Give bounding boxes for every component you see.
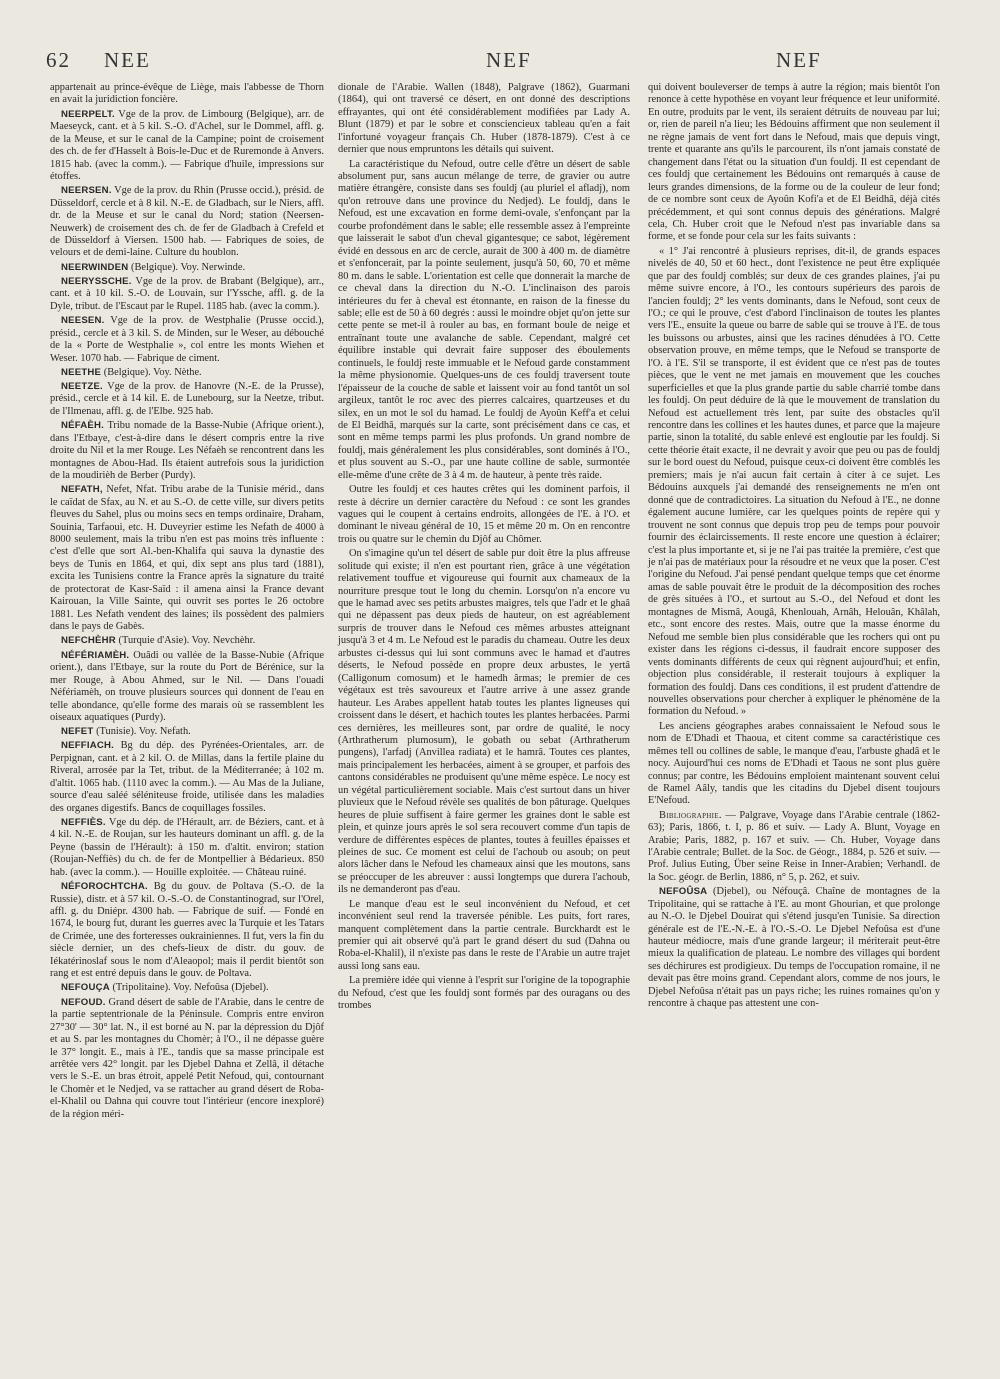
dictionary-entry <box>338 484 630 546</box>
dictionary-entry <box>50 484 324 633</box>
entry-headword: NEFFIACH. <box>61 740 114 752</box>
dictionary-entry <box>50 82 324 107</box>
dictionary-entry <box>50 740 324 815</box>
dictionary-entry <box>50 650 324 725</box>
entry-text: (Djebel), ou Néfouçâ. Chaîne de montagnes de la Tripolitaine, qui se rattache à l'E. au mont Ghourian, et que prolonge au N.-O. le Djebel Douirat qui s'étend jusqu'en Tunisie. Sa direction générale est de l'E.-N.-E. à l'O.-S.-O. Le Djebel Nefoûsa est d'une hauteur médiocre, mais d'une grande largeur; il mériterait peut-être mieux la qualification de plateau. Le nombre des villages qui bordent ses déchirures est prodigieux. Du temps de l'occupation romaine, il ne devait pas être moins grand. Cependant alors, comme de nos jours, le Djebel Nefoûsa n'était pas un pays riche; les ruines romaines qu'on y rencontre à chaque pas attestent une con- <box>648 886 940 1010</box>
entry-headword: NEFATH, <box>61 484 103 496</box>
entry-text: Vge du dép. de l'Hérault, arr. de Béziers, cant. et à 4 kil. N.-E. de Roujan, sur les hauteurs dominant un affl. g. de la Peyne (bassin de l'Hérault): à 150 m. d'altit. environ; station (Roujan-Neffiès) du ch. de fer de Montpellier à Bédarieux. 850 hab. (avec la comm.). — Houille exploitée. — Château ruiné. <box>50 816 324 878</box>
dictionary-entry <box>50 881 324 981</box>
header-left-keyword: NEE <box>104 48 151 72</box>
entry-text: dionale de l'Arabie. Wallen (1848), Palgrave (1862), Guarmani (1864), qui ont traversé ce désert, en ont donné des descriptions effrayantes, qui ont été considérablement modifiées par Lady A. Blunt (1879) et par le sobre et consciencieux tableau qu'en a fait l'infortuné voyageur français Ch. Huber (1878-1879). C'est à ce dernier que nous empruntons les détails qui suivent. <box>338 82 630 156</box>
bibliography-entry <box>648 810 940 885</box>
header-center-keyword: NEF <box>486 48 532 72</box>
dictionary-entry <box>50 381 324 418</box>
entry-text: (Tripolitaine). Voy. Nefoûsa (Djebel). <box>112 982 269 994</box>
dictionary-entry <box>50 367 324 379</box>
column-middle <box>338 82 630 1014</box>
entry-text: Ouâdi ou vallée de la Basse-Nubie (Afrique orient.), dans l'Etbaye, sur la route du Port de Bérénice, sur la mer Rouge, à Abou Ahmed, sur le Nil. — Dans l'ouadi Néfériamèh, on trouve plusieurs sources qui donnent de l'eau en telle abondance, qu'elle forme des marais où se rassemblent les oiseaux aquatiques (Purdy). <box>50 649 324 723</box>
entry-headword: NEFCHÈHR <box>61 635 116 647</box>
dictionary-entry <box>50 420 324 482</box>
dictionary-entry <box>338 548 630 897</box>
bibliography-label: Bibliographie. <box>659 809 722 821</box>
dictionary-entry <box>50 315 324 365</box>
entry-text: qui doivent bouleverser de temps à autre la région; mais bientôt l'on renonce à cette hypothèse en voyant leur fréquence et leur uniformité. En outre, produits par le vent, ils seraient détruits de nouveau par lui; or, rien de pareil n'a lieu; les Bédouins affirment que non seulement il ne règne jamais de vent fort dans le Nefoud, mais que depuis vingt, trente et quarante ans qu'ils le parcourent, ils n'ont jamais constaté de changement dans l'état ou la situation d'un fouldj. Il est cependant de ces fouldj que certainement les Bédouins ont remarqués à cause de leurs grandes dimensions, de la forme ou de la couleur de leur fond; de ce nombre sont ceux de Ayoûn Kofi'a et de El Beidhâ, déjà cités précédemment, et qui sont connus depuis des générations. Malgré cela, Ch. Huber croit que le Nefoud n'est pas invariable dans sa forme, et se fonde pour cela sur les faits suivants : <box>648 82 940 243</box>
entry-headword: NEESEN. <box>61 315 105 327</box>
entry-headword: NEERYSSCHE. <box>61 275 132 287</box>
entry-headword: NEERWINDEN <box>61 261 129 273</box>
entry-text: (Turquie d'Asie). Voy. Nevchèhr. <box>118 635 256 647</box>
entry-text: Vge de la prov. de Hanovre (N.-E. de la Prusse), présid., cercle et à 14 kil. E. de Lunebourg, sur la Neetze, tribut. de l'Ilmenau, affl. g. de l'Elbe. 925 hab. <box>50 381 324 417</box>
column-left <box>50 82 324 1123</box>
entry-text: Bg du dép. des Pyrénées-Orientales, arr. de Perpignan, cant. et à 2 kil. O. de Millas, dans la fertile plaine du Riveral, arrosée par la Tet, tribut. de la Méditerranée; à 102 m. d'altit. 1065 hab. (1110 avec la comm.). — Au Mas de la Juliane, source d'eau saléé séléniteuse froide, utilisée dans les maladies des organes digestifs. Bancs de coquillages fossiles. <box>50 740 324 814</box>
entry-text: (Tunisie). Voy. Nefath. <box>96 726 191 738</box>
dictionary-entry <box>50 997 324 1122</box>
entry-headword: NEFET <box>61 726 94 738</box>
entry-text: Les anciens géographes arabes connaissaient le Nefoud sous le nom de E'Dhadi et Thaoua, et citent comme sa caractéristique ces mêmes tell ou collines de sable, le manque d'eau, l'arbuste ghadâ et le nocy. Aujourd'hui ces noms de E'Dhadi et Taous ne sont plus guère connus; par contre, les Bédouins emploient maintenant souvent celui de Ramel Aâly, tandis que les citadins du Djebel disent toujours E'Nefoud. <box>648 720 940 807</box>
dictionary-entry <box>50 982 324 994</box>
entry-headword: NEETHE <box>61 366 102 378</box>
entry-text: (Belgique). Voy. Nerwinde. <box>131 261 246 273</box>
entry-text: Bg du gouv. de Poltava (S.-O. de la Russie), distr. et à 57 kil. O.-S.-O. de Constantinograd, sur l'Orel, affl. g. du Dniépr. 4300 hab. — Fabrique de suif. — Fondé en 1674, le bourg fut, durant les guerres avec la Turquie et les Tatars de Crimée, une des forteresses oukrainiennes. Il fut, vers la fin du siècle dernier, un des chefs-lieux de distr. du gouv. de Iékatérinoslaf sous le nom d'Aleaopol; mais il perdit bientôt son rang et est entré depuis dans le gouv. de Poltava. <box>50 881 324 980</box>
dictionary-entry <box>338 82 630 157</box>
entry-headword: NEFOUÇA <box>61 982 110 994</box>
column-right <box>648 82 940 1013</box>
entry-text: Grand désert de sable de l'Arabie, dans le centre de la partie septentrionale de la Péninsule. Compris entre environ 27°30' — 30° lat. N., il est borné au N. par la dépression du Djôf et au S. par les montagnes du Chomèr; à l'O., il ne dépasse guère le 37° longit. E., mais à l'E., tandis que sa masse principale est arrêtée vers 42° longit. par les Djebel Dahna et Zellâ, il détache vers le S.-E. un bras étroit, appelé Petit Nefoud, qui, contournant le Chomèr et le Nedjed, va se rattacher au grand désert de Roba-el-Khalil ou Dahna qui couvre tout l'intérieur (encore inexploré) de la région méri- <box>50 996 324 1120</box>
entry-headword: NÉFAÈH. <box>61 420 104 432</box>
dictionary-entry <box>50 185 324 260</box>
entry-text: appartenait au prince-évêque de Liège, mais l'abbesse de Thorn en avait la juridiction foncière. <box>50 82 324 106</box>
entry-text: La caractéristique du Nefoud, outre celle d'être un désert de sable absolument pur, sans aucun mélange de terre, de gravier ou autre matière étrangère, consiste dans ses fouldj (au pluriel el afladj), nom qu'on retrouve dans une province du Nedjed). Le fouldj, dans le Nefoud, est une excavation en forme demi-ovale, s'enfonçant par la courbe profondément dans le sable; elle ressemble assez à l'empreinte que laisserait le sabot d'un cheval gigantesque; ce sabot, légèrement évidé en dessous en arc de cercle, aurait de 300 à 400 m. de diamètre et s'enfoncerait, par la pointe seulement, jusqu'à 50, 60, 70 et même 80 m. dans le sable. L'orientation est celle que donnerait la marche de ce cheval dans la direction du N.-O. L'inclinaison des parois intérieures du fer à cheval est étonnante, en raison de la finesse du sable; elle est de 50 à 60 degrés : aussi le moindre objet qu'on jette sur cette pente se met-il à rouler au bas, en formant boule de neige et entraînant toute une avalanche de sable. Cependant, malgré cet équilibre instable qui devrait faire supposer des éboulements continuels, le fouldj reste immuable et le Nefoud garde constamment la même physionomie. Quelques-uns de ces fouldj traversent toute l'épaisseur de la couche de sable et laissent voir au fond tantôt un sol argileux, tantôt le roc avec des pierres calcaires, quartzeuses et du silex, en un mot le sol du hamad. Le fouldj de Ayoûn Keff'a et celui de El Beidhâ, marqués sur la carte, sont précisément dans ce cas, et sont en même temps parmi les plus profonds. Un grand nombre de fouldj, mais généralement les plus considérables, sont dominés à l'O., et plus souvent au S.-O., par une haute colline de sable, surmontée elle-même d'une crête de 3 à 4 m. de hauteur, à pente très raide. <box>338 158 630 481</box>
dictionary-entry <box>648 82 940 244</box>
entry-text: Le manque d'eau est le seul inconvénient du Nefoud, et cet inconvénient seul rend la traversée pénible. Les puits, fort rares, manquent complètement dans la partie centrale. Burckhardt est le premier qui ait observé qu'à part le grand désert du sud (Dahna ou Roba-el-Khalil), il n'existe pas dans le reste de l'Arabie un autre trajet aussi long sans eau. <box>338 898 630 972</box>
entry-text: Vge de la prov. du Rhin (Prusse occid.), présid. de Düsseldorf, cercle et à 8 kil. N.-E. de Gladbach, sur le Niers, affl. dr. de la Meuse et sur le canal du Nord; station (Neersen-Neuwerk) de croisement des ch. de fer de Gladbach à Crefeld et de Düsseldorf à Viersen. 1500 hab. — Fabriques de soies, de velours et de demi-laine. Culture du houblon. <box>50 185 324 259</box>
entry-text: Vge de la prov. de Westphalie (Prusse occid.), présid., cercle et à 3 kil. S. de Minden, sur le Weser, au débouché de la « Porte de Westphalie », col entre les monts Wiehen et Weser. 1070 hab. — Fabrique de ciment. <box>50 315 324 364</box>
entry-headword: NEFFIÈS. <box>61 816 106 828</box>
entry-headword: NÉFÉRIAMÈH. <box>61 649 130 661</box>
dictionary-entry <box>338 975 630 1012</box>
entry-headword: NEERSEN. <box>61 185 112 197</box>
dictionary-entry <box>50 635 324 647</box>
entry-headword: NEETZE. <box>61 381 103 392</box>
dictionary-entry <box>648 721 940 808</box>
entry-text: Vge de la prov. de Limbourg (Belgique), arr. de Maeseyck, cant. et à 5 kil. S.-O. d'Achel, sur le Dommel, affl. g. de la Meuse, et sur le canal de la Campine; point de croisement des ch. de fer d'Hasselt à Bois-le-Duc et de Ruremonde à Anvers. 1815 hab. (avec la comm.). — Fabrique d'huile, impressions sur étoffes. <box>50 108 324 182</box>
dictionary-entry <box>50 726 324 738</box>
dictionary-entry <box>338 899 630 974</box>
entry-text: (Belgique). Voy. Nèthe. <box>103 366 202 378</box>
dictionary-entry <box>50 817 324 879</box>
entry-text: Nefet, Nfat. Tribu arabe de la Tunisie mérid., dans le caïdat de Sfax, au N. et au S.-O. de cette ville, sur divers petits fleuves du Sahel, plus ou moins secs en temps ordinaire, Draham, Souinia, Tarfaoui, etc. H. Duveyrier estime les Nefath de 4000 à 8000 seulement, mais la tribu n'en est pas moins très influente : c'est d'elle que sort Al.-ben-Khalifa qui sauva la dynastie des beys de Tunis en 1864, et qui, dix sept ans plus tard (1881), excita les Tunisiens contre la France après la signature du traité de protectorat de Kasr-Saïd : il amena ainsi la France devant Kairouan, la Ville Sainte, qui ouvrit ses portes le 26 octobre 1881. Les Nefath vendent des laines; ils possèdent des palmiers dans le pays de Gabès. <box>50 484 324 633</box>
dictionary-entry <box>648 886 940 1011</box>
dictionary-entry <box>50 276 324 313</box>
entry-text: Outre les fouldj et ces hautes crêtes qui les dominent parfois, il reste à décrire un dernier caractère du Nefoud : ce sont les grandes vagues qui le coupent à certains endroits, allongées de l'E. à l'O. et dominant le niveau général de 10, 15 et même 20 m. On en rencontre trois ou quatre sur le chemin du Djôf au Chômer. <box>338 484 630 545</box>
dictionary-entry <box>648 246 940 719</box>
entry-text: Vge de la prov. de Brabant (Belgique), arr., cant. et à 10 kil. S.-O. de Louvain, sur l'Yssche, affl. g. de la Dyle, tribut. de l'Escaut par le Rupel. 1185 hab. (avec la comm.). <box>50 275 324 312</box>
entry-headword: NEFOÛSA <box>659 886 708 898</box>
entry-headword: NEERPELT. <box>61 108 115 120</box>
entry-text: La première idée qui vienne à l'esprit sur l'origine de la topographie du Nefoud, c'est que les fouldj sont formés par des ouragans ou des trombes <box>338 975 631 1012</box>
bibliography-text: — Palgrave, Voyage dans l'Arabie centrale (1862-63); Paris, 1866, t. I, p. 86 et suiv. — Lady A. Blunt, Voyage en Arabie; Paris, 1882, p. 167 et suiv. — Ch. Huber, Voyage dans l'Arabie centrale; Bullet. de la Soc. de Géogr., 1884, p. 526 et suiv. — Prof. Julius Euting, Über seine Reise in Inner-Arabien; Verhandl. de la Soc. géogr. de Berlin, 1886, n° 5, p. 262, et suiv. <box>648 809 940 883</box>
dictionary-entry <box>50 262 324 274</box>
entry-text: On s'imagine qu'un tel désert de sable pur doit être la plus affreuse solitude qui existe; il n'en est pourtant rien, grâce à une végétation relativement touffue et vigoureuse qui fournit aux chameaux de la nourriture presque tout le long du chemin. Lorsqu'on n'a encore vu que le hamad avec ses petits arbustes maigres, tels que l'adr et le ghaâ qui ne dépassent pas deux pieds de hauteur, on est agréablement surpris de trouver dans le Nefoud ces mêmes arbustes atteignant jusqu'à 3 et 4 m. Le Nefoud est le paradis du chameau. Outre les deux arbustes ci-dessus qui lui sont communs avec le hamad et d'autres déserts, le Nefoud possède en propre deux arbustes, le yertâ (Calligonum comosum) et le hamedh ârmas; le premier de ces végétaux est très savoureux et l'autre arrive à une assez grande hauteur. Les Arabes appellent hatab toutes les plantes ligneuses qui croissent dans le désert, et hachich toutes les plantes herbacées. Parmi ces dernières, les meilleures sont, par ordre de qualité, le nocy (Arthratherum plumosum), le gobath ou sebat (Arthratherum pungens), l'arfadj (Anvillea radiata) et le hamrâ. Toutes ces plantes, mais principalement les herbacées, aiment à se grouper, et parfois des cantons considérables ne produisent qu'une même espèce. Le nocy est un végétal particulièrement sociable. Mais c'est surtout dans un hiver pluvieux que le Nefoud révèle ses qualités de bon pâturage. Quelques heures de pluie suffisent à faire germer les graines dont le sable est plein, et quinze jours après le sol sera recouvert comme d'un tapis de verdure de différentes espèces de plantes, toutes à feuilles épaisses et pleines de suc. Ce moment est celui de l'achoub ou asoub; on peut alors lâcher dans le Nefoud les chameaux ainsi que les moutons, sans se préoccuper de les abreuver : aussi longtemps que durera l'achoub, ils ne demanderont pas d'eau. <box>338 548 630 896</box>
entry-headword: NÉFOROCHTCHA. <box>61 881 148 893</box>
dictionary-entry <box>338 159 630 483</box>
entry-text: Tribu nomade de la Basse-Nubie (Afrique orient.), dans l'Etbaye, c'est-à-dire dans le désert compris entre la rive droite du Nil et la mer Rouge. Les Néfaèh se rencontrent dans les montagnes de Abou-Had. Ils étaient autrefois sous la juridiction de la moudirièh de Berber (Purdy). <box>50 420 324 481</box>
entry-headword: NEFOUD. <box>61 996 106 1008</box>
running-header <box>46 48 964 78</box>
entry-text: « 1° J'ai rencontré à plusieurs reprises, dit-il, de grands espaces nivelés de 40, 50 et 60 hect., dont l'existence ne peut être expliquée que par des fouldj comblés; sur deux de ces grandes plaines, j'ai pu même suivre encore, à l'O., les contours supérieurs des parois de l'ancien fouldj; 2° les vents dominants, dans le Nefoud, sont ceux de l'O.; ce qui le prouve, c'est d'abord l'inclinaison de toutes les plantes vers l'E., ensuite la queue ou barre de sable qui se trouve à l'E. de tous les buissons ou arbustes, ainsi que les racines dénudées à l'O. Cette observation prouve, en même temps, que le Nefoud se transporte de l'O. à l'E. S'il se transporte, il est évident que ce n'est pas de toutes pièces, que le vent ne met jamais en mouvement que les couches superficielles et que la plus grande partie du sable charrié tombe dans les fouldj. On peut déduire de là que le mouvement de translation du Nefoud est actuellement très lent, par suite des obstacles qu'il rencontre dans les collines et les hautes dunes, et parce que la majeure partie, sinon la totalité, du sable enlevé est engloutie par les fouldj. Si cette théorie était exacte, il ne devrait y avoir que peu ou pas de fouldj sur le bord ouest du Nefoud, puisque ceux-ci doivent être comblés les premiers; mais je n'ai aucun fait certain à citer à ce sujet. Les Bédouins auxquels j'ai demandé des renseignements ne m'en ont donné que de contradictoires. La situation du Nefoud à l'E., ne donne également aucune lumière, car les quelques points de repère qui y trouvent ne sont connus que depuis trop peu de temps pour pouvoir fournir des éclaircissements. Il reste encore une question à éclairer; c'est la plus importante et, si je ne l'ai pas traitée la première, c'est que je n'ai pas de matériaux pour la résoudre et ne veux que la poser. C'est l'origine du Nefoud. J'ai pensé pendant quelque temps que cet énorme amas de sable pouvait être le produit de la décomposition des roches de grès situées à l'O., et surtout au S.-O., del Nefoud et dont les montagnes de Mismâ, Aougâ, Khenlouah, Arnâh, Helouân, Khâlah, etc., sont encore des restes. Mais, outre que la masse énorme du Nefoud me semble bien plus considérable que les rochers qui ont pu exister dans les régions ci-dessus, il faudrait encore supposer des vents dominants différents de ceux qui règnent aujourd'hui; et enfin, objection plus considérable, il resterait toujours à expliquer la formation des fouldj. Dans ces conditions, il est prudent d'attendre de nouvelles observations pour chercher à expliquer le phénomène de la formation du Nefoud. » <box>648 245 940 718</box>
dictionary-entry <box>50 109 324 184</box>
header-right-keyword: NEF <box>776 48 822 72</box>
page-number: 62 <box>46 48 71 72</box>
